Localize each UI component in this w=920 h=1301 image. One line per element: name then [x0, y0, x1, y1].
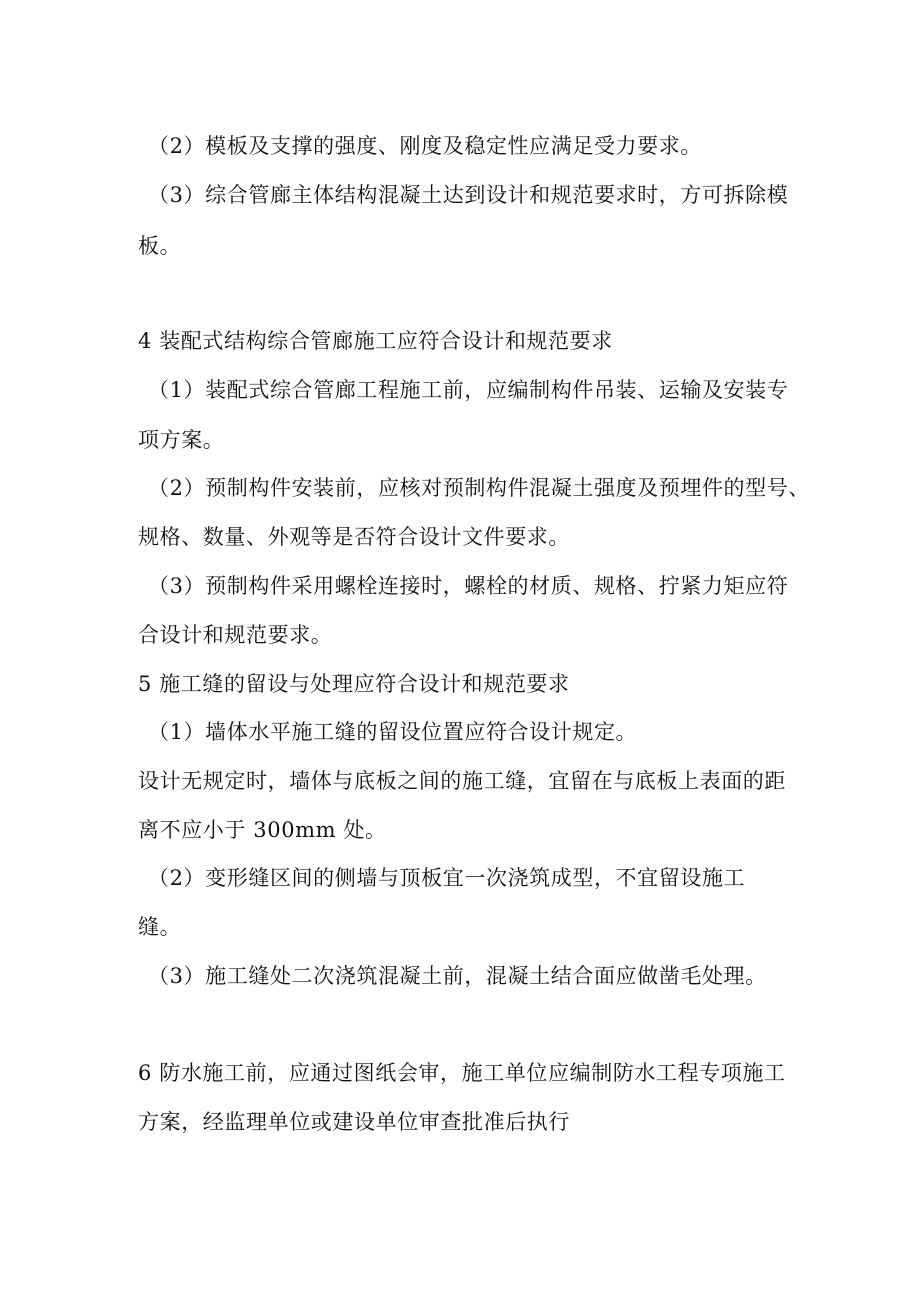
paragraph-line: 离不应小于 300mm 处。 [138, 818, 387, 842]
section-heading: 4 装配式结构综合管廊施工应符合设计和规范要求 [138, 329, 613, 353]
paragraph-line: （1）墙体水平施工缝的留设位置应符合设计规定。 [148, 720, 638, 744]
paragraph-line: （3）预制构件采用螺栓连接时，螺栓的材质、规格、拧紧力矩应符 [148, 574, 789, 598]
paragraph-line: （3）施工缝处二次浇筑混凝土前，混凝土结合面应做凿毛处理。 [148, 964, 767, 988]
paragraph-line: 方案，经监理单位或建设单位审查批准后执行 [138, 1110, 570, 1134]
paragraph-line: 项方案。 [138, 428, 225, 452]
paragraph-line: （1）装配式综合管廊工程施工前，应编制构件吊装、运输及安装专 [148, 378, 789, 402]
paragraph-line: （2）预制构件安装前，应核对预制构件混凝土强度及预埋件的型号、 [148, 476, 810, 500]
paragraph-line: 缝。 [138, 915, 182, 939]
paragraph-line: 合设计和规范要求。 [138, 623, 333, 647]
paragraph-line: （3）综合管廊主体结构混凝土达到设计和规范要求时，方可拆除模 [148, 183, 789, 207]
paragraph-line: （2）模板及支撑的强度、刚度及稳定性应满足受力要求。 [148, 134, 702, 158]
section-heading: 5 施工缝的留设与处理应符合设计和规范要求 [138, 672, 570, 696]
paragraph-line: 规格、数量、外观等是否符合设计文件要求。 [138, 525, 570, 549]
section-heading: 6 防水施工前，应通过图纸会审，施工单位应编制防水工程专项施工 [138, 1061, 786, 1085]
paragraph-line: 设计无规定时，墙体与底板之间的施工缝，宜留在与底板上表面的距 [138, 769, 786, 793]
paragraph-line: 板。 [138, 234, 182, 258]
paragraph-line: （2）变形缝区间的侧墙与顶板宜一次浇筑成型，不宜留设施工 [148, 866, 746, 890]
